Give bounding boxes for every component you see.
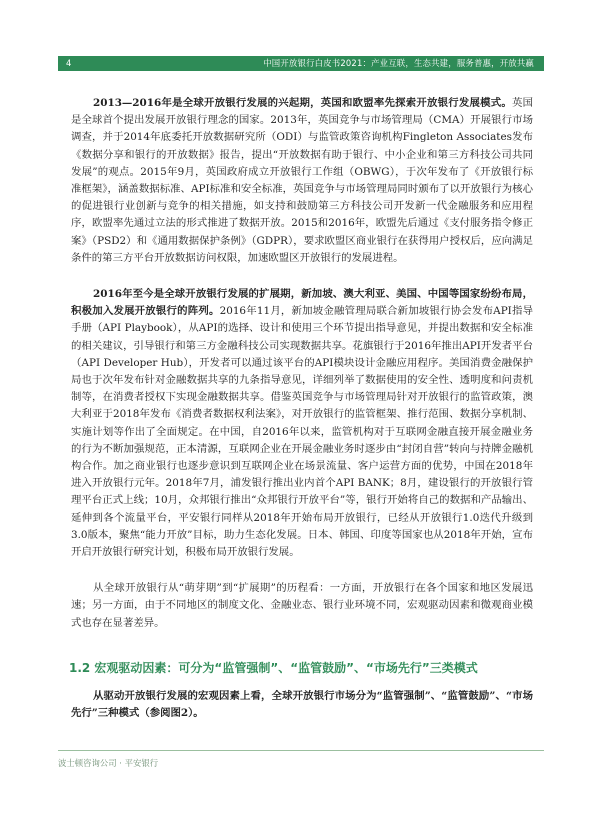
header-bar (58, 56, 544, 71)
section-heading: 1.2 宏观驱动因素：可分为“监管强制”、“监管鼓励”、“市场先行”三类模式 (69, 660, 478, 675)
paragraph-lead: 2013—2016年是全球开放银行发展的兴起期，英国和欧盟率先探索开放银行发展模式。 (93, 97, 512, 109)
paragraph-body: 英国是全球首个提出发展开放银行理念的国家。2013年，英国竞争与市场管理局（CMA）开展银行市场调查，并于2014年底委托开放数据研究所（ODI）与监管政策咨询机构Fingleton Associates发布《数据分享和银行的开放数据》报告，提出“开放数据有助于银行、中小企业和第三方科技公司共同发展”的观点。2015年9月，英国政府成立开放银行工作组（OBWG），于次年发布了《开放银行标准框架》，涵盖数据标准、API标准和安全标准，英国竞争与市场管理局同时颁布了以开放银行为核心的促进银行业创新与竞争的相关措施，如支持和鼓励第三方科技公司开发新一代金融服务和应用程序，欧盟率先通过立法的形式推进了数据开放。2015和2016年，欧盟先后通过《支付服务指令修正案》（PSD2）和《通用数据保护条例》（GDPR），要求欧盟区商业银行在获得用户授权后，应向满足条件的第三方平台开放数据访问权限，加速欧盟区开放银行的发展进程。 (71, 97, 533, 264)
footer-credit: 波士顿咨询公司 · 平安银行 (58, 758, 159, 768)
page-number: 4 (66, 58, 72, 68)
paragraph-expansion-period (71, 286, 533, 561)
document-body (71, 95, 533, 722)
paragraph-emergence-period (71, 95, 533, 267)
footer-divider (58, 750, 544, 751)
paragraph-lead: 2016年至今是全球开放银行发展的扩展期，新加坡、澳大利亚、美国、中国等国家纷纷布局，积极加入发展开放银行的阵列。 (71, 288, 533, 318)
paragraph-driving-factors: 从驱动开放银行发展的宏观因素上看，全球开放银行市场分为“监管强制”、“监管鼓励”、“市场先行”三种模式（参阅图2）。 (71, 689, 533, 720)
running-title: 中国开放银行白皮书2021：产业互联，生态共建，服务普惠，开放共赢 (263, 58, 534, 68)
paragraph-summary: 从全球开放银行从“萌芽期”到“扩展期”的历程看：一方面，开放银行在各个国家和地区发展迅速；另一方面，由于不同地区的制度文化、金融业态、银行业环境不同，宏观驱动因素和微观商业模式也存在显著差异。 (71, 582, 533, 629)
paragraph-body: 2016年11月，新加坡金融管理局联合新加坡银行协会发布API指导手册（API Playbook），从API的选择、设计和使用三个环节提出指导意见，并提出数据和安全标准的相关建议，引导银行和第三方金融科技公司实现数据共享。花旗银行于2016年推出API开发者平台（API Developer Hub），开发者可以通过该平台的API模块设计金融应用程序。美国消费金融保护局也于次年发布针对金融数据共享的九条指导意见，详细列举了数据使用的安全性、透明度和问责机制等，在消费者授权下实现金融数据共享。借鉴英国竞争与市场管理局针对开放银行的监管政策，澳大利亚于2018年发布《消费者数据权利法案》，对开放银行的监管框架、推行范围、数据分享机制、实施计划等作出了全面规定。在中国，自2016年以来，监管机构对于互联网金融直接开展金融业务的行为不断加强规范，正本清源，互联网企业在开展金融业务时逐步由“封闭自营”转向与持牌金融机构合作。加之商业银行也逐步意识到互联网企业在场景流量、客户运营方面的优势，中国在2018年进入开放银行元年。2018年7月，浦发银行推出业内首个API BANK；8月，建设银行的开放银行管理平台正式上线；10月，众邦银行推出“众邦银行开放平台”等，银行开始将自己的数据和产品输出、延伸到各个流量平台，平安银行同样从2018年开始布局开放银行，已经从开放银行1.0迭代升级到3.0版本，聚焦“能力开放”目标，助力生态化发展。日本、韩国、印度等国家也从2018年开始，宣布开启开放银行研究计划，积极布局开放银行发展。 (71, 305, 534, 559)
